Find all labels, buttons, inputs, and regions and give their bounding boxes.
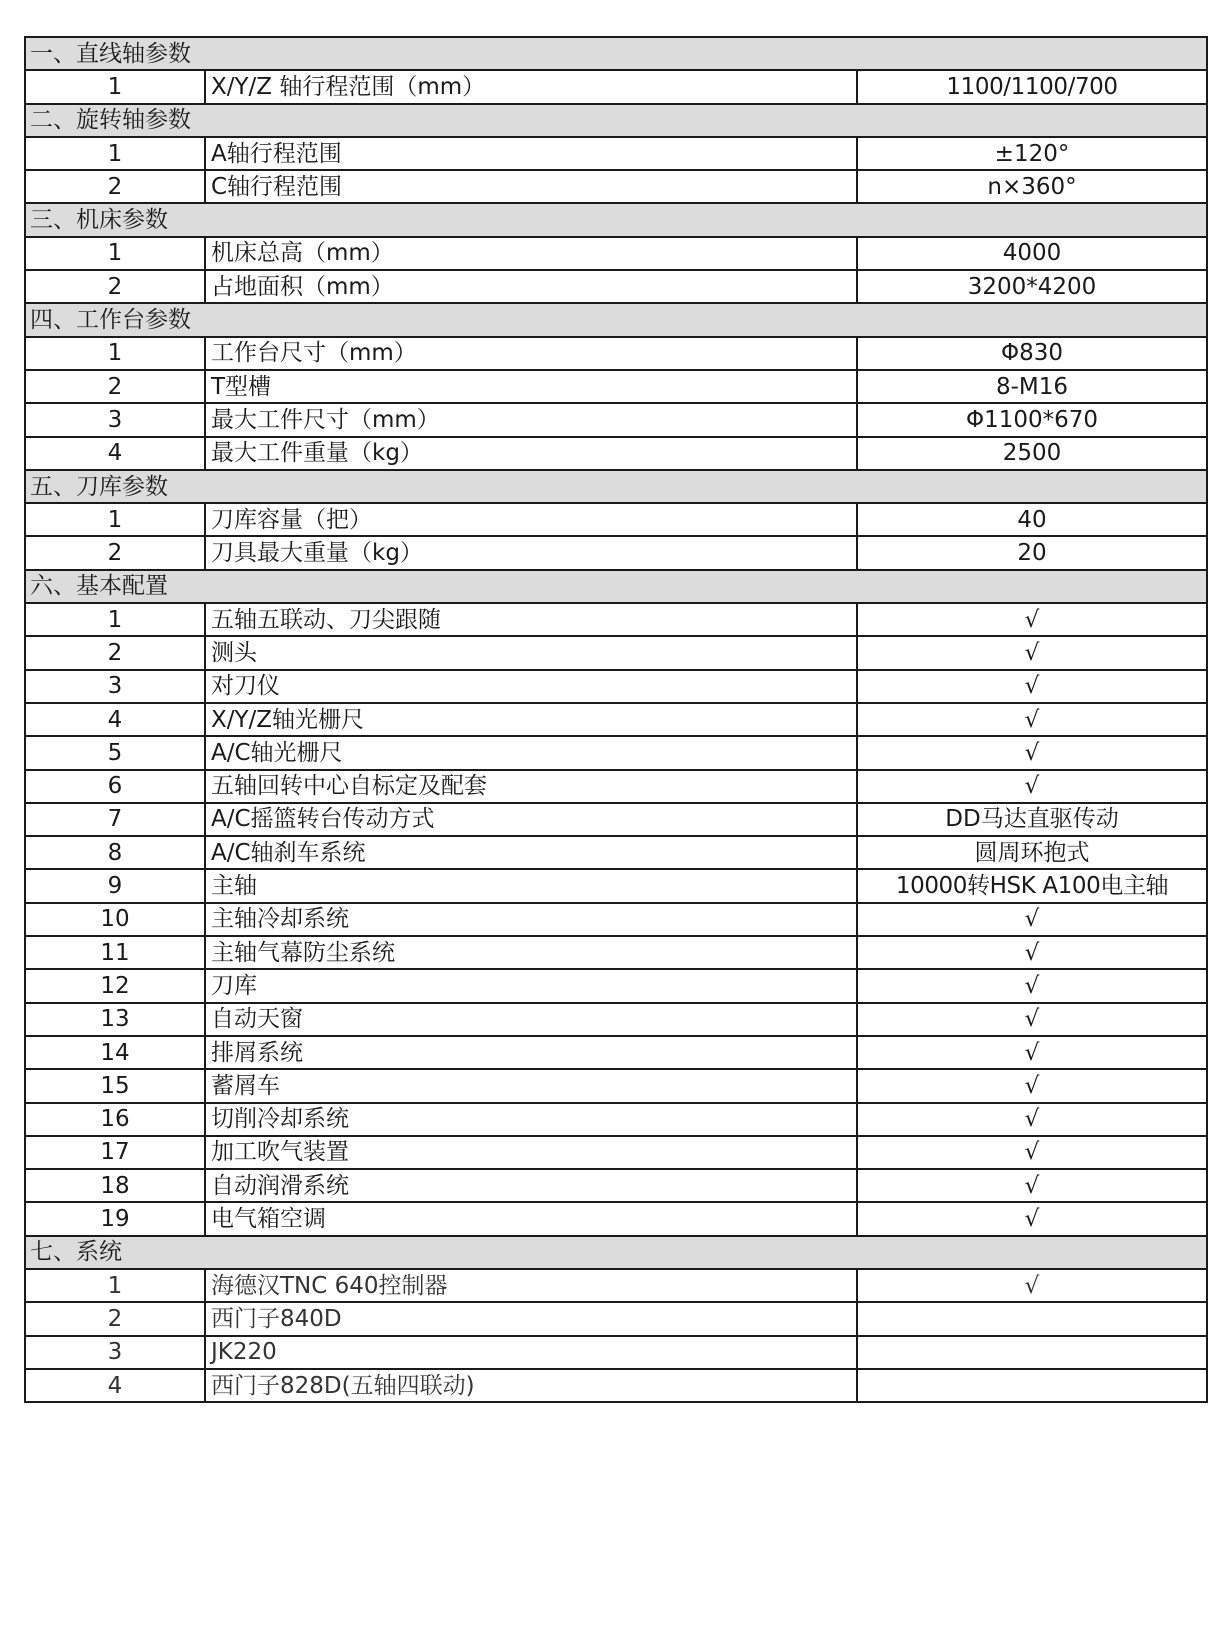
row-item: 主轴	[205, 869, 857, 902]
row-item: 蓄屑车	[205, 1069, 857, 1102]
row-value: √	[857, 1003, 1207, 1036]
row-item: JK220	[205, 1336, 857, 1369]
row-item: 测头	[205, 636, 857, 669]
spec-row	[25, 437, 1207, 470]
row-number: 11	[25, 936, 205, 969]
row-number: 2	[25, 536, 205, 569]
row-value	[857, 1302, 1207, 1335]
row-number: 18	[25, 1169, 205, 1202]
row-value: 8-M16	[857, 370, 1207, 403]
spec-row	[25, 603, 1207, 636]
section-title: 二、旋转轴参数	[25, 104, 1207, 137]
row-value: 圆周环抱式	[857, 836, 1207, 869]
row-number: 5	[25, 736, 205, 769]
section-header-row	[25, 1236, 1207, 1269]
spec-row	[25, 1369, 1207, 1402]
row-number: 2	[25, 270, 205, 303]
row-number: 3	[25, 403, 205, 436]
row-item: 西门子828D(五轴四联动)	[205, 1369, 857, 1402]
section-header-row	[25, 104, 1207, 137]
row-item: 排屑系统	[205, 1036, 857, 1069]
row-item: 自动天窗	[205, 1003, 857, 1036]
row-item: 刀具最大重量（kg）	[205, 536, 857, 569]
spec-row	[25, 1202, 1207, 1235]
spec-row	[25, 1302, 1207, 1335]
row-item: 对刀仪	[205, 670, 857, 703]
spec-row	[25, 137, 1207, 170]
row-value: √	[857, 703, 1207, 736]
row-number: 2	[25, 170, 205, 203]
row-number: 6	[25, 770, 205, 803]
spec-row	[25, 836, 1207, 869]
row-number: 3	[25, 1336, 205, 1369]
spec-row	[25, 869, 1207, 902]
row-value: DD马达直驱传动	[857, 803, 1207, 836]
row-item: 五轴五联动、刀尖跟随	[205, 603, 857, 636]
spec-row	[25, 770, 1207, 803]
row-number: 1	[25, 503, 205, 536]
spec-row	[25, 237, 1207, 270]
row-item: 最大工件重量（kg）	[205, 437, 857, 470]
section-title: 五、刀库参数	[25, 470, 1207, 503]
section-title: 四、工作台参数	[25, 303, 1207, 336]
row-item: 占地面积（mm）	[205, 270, 857, 303]
section-header-row	[25, 570, 1207, 603]
row-value: √	[857, 936, 1207, 969]
row-item: 工作台尺寸（mm）	[205, 337, 857, 370]
row-value: √	[857, 969, 1207, 1002]
spec-row	[25, 1003, 1207, 1036]
row-number: 1	[25, 70, 205, 103]
row-value: 2500	[857, 437, 1207, 470]
spec-row	[25, 736, 1207, 769]
row-value: √	[857, 603, 1207, 636]
row-value: √	[857, 1269, 1207, 1302]
row-item: 切削冷却系统	[205, 1103, 857, 1136]
row-number: 7	[25, 803, 205, 836]
row-number: 12	[25, 969, 205, 1002]
section-title: 六、基本配置	[25, 570, 1207, 603]
row-value: √	[857, 736, 1207, 769]
spec-row	[25, 803, 1207, 836]
row-value: √	[857, 636, 1207, 669]
row-number: 14	[25, 1036, 205, 1069]
spec-row	[25, 536, 1207, 569]
spec-row	[25, 670, 1207, 703]
row-number: 2	[25, 636, 205, 669]
spec-row	[25, 703, 1207, 736]
spec-row	[25, 70, 1207, 103]
row-item: 加工吹气装置	[205, 1136, 857, 1169]
row-value: ±120°	[857, 137, 1207, 170]
row-number: 2	[25, 1302, 205, 1335]
row-number: 1	[25, 603, 205, 636]
row-value: √	[857, 1169, 1207, 1202]
row-item: 刀库	[205, 969, 857, 1002]
row-number: 1	[25, 1269, 205, 1302]
row-value: √	[857, 1036, 1207, 1069]
row-number: 8	[25, 836, 205, 869]
row-value: 3200*4200	[857, 270, 1207, 303]
row-item: C轴行程范围	[205, 170, 857, 203]
row-item: T型槽	[205, 370, 857, 403]
spec-row	[25, 1136, 1207, 1169]
row-value: Φ1100*670	[857, 403, 1207, 436]
row-number: 17	[25, 1136, 205, 1169]
spec-row	[25, 936, 1207, 969]
row-item: 最大工件尺寸（mm）	[205, 403, 857, 436]
row-number: 15	[25, 1069, 205, 1102]
row-item: A/C轴刹车系统	[205, 836, 857, 869]
row-item: A/C摇篮转台传动方式	[205, 803, 857, 836]
row-item: 海德汉TNC 640控制器	[205, 1269, 857, 1302]
row-item: A/C轴光栅尺	[205, 736, 857, 769]
row-item: A轴行程范围	[205, 137, 857, 170]
section-header-row	[25, 37, 1207, 70]
row-value: √	[857, 1136, 1207, 1169]
spec-row	[25, 1036, 1207, 1069]
spec-row	[25, 1336, 1207, 1369]
row-item: X/Y/Z轴光栅尺	[205, 703, 857, 736]
row-number: 4	[25, 1369, 205, 1402]
spec-row	[25, 903, 1207, 936]
spec-table-body	[25, 37, 1207, 1402]
spec-row	[25, 1103, 1207, 1136]
row-value: 1100/1100/700	[857, 70, 1207, 103]
row-number: 19	[25, 1202, 205, 1235]
spec-row	[25, 969, 1207, 1002]
spec-row	[25, 170, 1207, 203]
spec-row	[25, 1069, 1207, 1102]
spec-row	[25, 503, 1207, 536]
spec-row	[25, 403, 1207, 436]
row-number: 3	[25, 670, 205, 703]
spec-row	[25, 1169, 1207, 1202]
row-item: 西门子840D	[205, 1302, 857, 1335]
row-value: √	[857, 1202, 1207, 1235]
section-title: 一、直线轴参数	[25, 37, 1207, 70]
row-number: 2	[25, 370, 205, 403]
spec-row	[25, 370, 1207, 403]
row-value: 4000	[857, 237, 1207, 270]
row-item: 自动润滑系统	[205, 1169, 857, 1202]
row-number: 16	[25, 1103, 205, 1136]
row-number: 1	[25, 237, 205, 270]
spec-row	[25, 270, 1207, 303]
row-value	[857, 1336, 1207, 1369]
row-value: 20	[857, 536, 1207, 569]
row-value: Φ830	[857, 337, 1207, 370]
spec-row	[25, 337, 1207, 370]
section-header-row	[25, 203, 1207, 236]
row-item: 主轴气幕防尘系统	[205, 936, 857, 969]
row-item: 刀库容量（把）	[205, 503, 857, 536]
row-item: 电气箱空调	[205, 1202, 857, 1235]
row-value: √	[857, 670, 1207, 703]
row-value	[857, 1369, 1207, 1402]
row-number: 9	[25, 869, 205, 902]
row-value: √	[857, 903, 1207, 936]
spec-table	[24, 36, 1208, 1403]
row-item: 五轴回转中心自标定及配套	[205, 770, 857, 803]
row-number: 4	[25, 437, 205, 470]
section-header-row	[25, 303, 1207, 336]
row-value: √	[857, 770, 1207, 803]
spec-row	[25, 636, 1207, 669]
row-number: 10	[25, 903, 205, 936]
row-item: 机床总高（mm）	[205, 237, 857, 270]
section-title: 三、机床参数	[25, 203, 1207, 236]
row-number: 13	[25, 1003, 205, 1036]
row-value: √	[857, 1069, 1207, 1102]
row-value: √	[857, 1103, 1207, 1136]
row-number: 4	[25, 703, 205, 736]
row-item: 主轴冷却系统	[205, 903, 857, 936]
row-item: X/Y/Z 轴行程范围（mm）	[205, 70, 857, 103]
row-number: 1	[25, 137, 205, 170]
row-value: n×360°	[857, 170, 1207, 203]
spec-row	[25, 1269, 1207, 1302]
row-value: 10000转HSK A100电主轴	[857, 869, 1207, 902]
row-value: 40	[857, 503, 1207, 536]
section-header-row	[25, 470, 1207, 503]
section-title: 七、系统	[25, 1236, 1207, 1269]
row-number: 1	[25, 337, 205, 370]
